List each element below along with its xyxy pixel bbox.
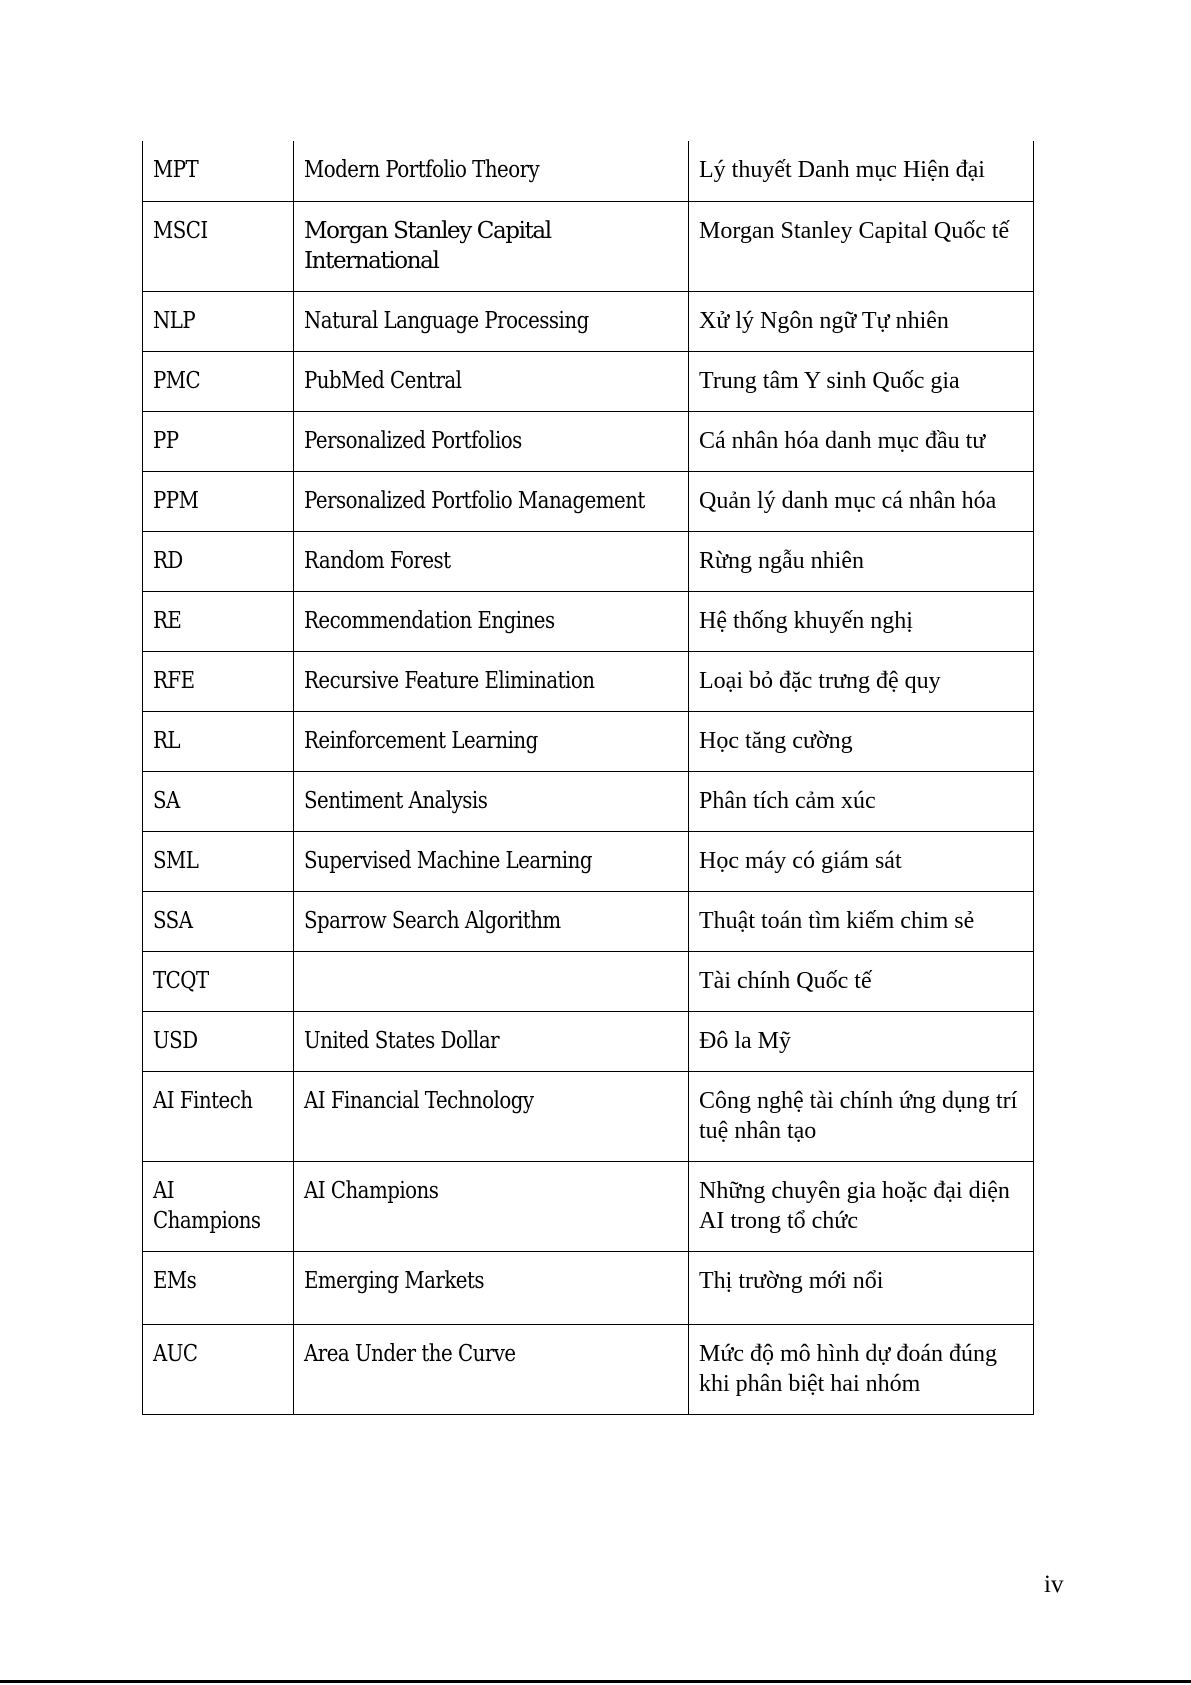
vietnamese-term-cell: Morgan Stanley Capital Quốc tế [689, 201, 1034, 291]
table-row [143, 591, 1034, 651]
vietnamese-term-cell: Công nghệ tài chính ứng dụng trí tuệ nhân tạo [689, 1071, 1034, 1161]
table-row [143, 951, 1034, 1011]
table-row [143, 891, 1034, 951]
abbreviation-cell: RFE [143, 651, 294, 711]
vietnamese-term-cell: Xử lý Ngôn ngữ Tự nhiên [689, 291, 1034, 351]
abbreviation-cell: RE [143, 591, 294, 651]
abbreviation-cell: SML [143, 831, 294, 891]
table-row [143, 291, 1034, 351]
abbreviation-cell: EMs [143, 1251, 294, 1324]
english-term-cell: Random Forest [294, 531, 689, 591]
vietnamese-term-cell: Rừng ngẫu nhiên [689, 531, 1034, 591]
abbreviation-cell: PPM [143, 471, 294, 531]
english-term-cell: Supervised Machine Learning [294, 831, 689, 891]
abbreviation-cell: AI Fintech [143, 1071, 294, 1161]
table-row [143, 531, 1034, 591]
english-term-cell: Personalized Portfolio Management [294, 471, 689, 531]
abbreviation-cell: USD [143, 1011, 294, 1071]
abbreviation-cell: MPT [143, 141, 294, 201]
english-term-cell: AI Financial Technology [294, 1071, 689, 1161]
table-row [143, 831, 1034, 891]
english-term-cell [294, 951, 689, 1011]
abbreviation-cell: PMC [143, 351, 294, 411]
table-row [143, 141, 1034, 201]
abbreviation-cell: SA [143, 771, 294, 831]
english-term-cell: Personalized Portfolios [294, 411, 689, 471]
vietnamese-term-cell: Những chuyên gia hoặc đại diện AI trong tổ chức [689, 1161, 1034, 1251]
abbreviation-cell: RL [143, 711, 294, 771]
english-term-cell: Recursive Feature Elimination [294, 651, 689, 711]
abbreviation-cell: AUC [143, 1324, 294, 1414]
table-row [143, 771, 1034, 831]
abbreviation-cell: AI Champions [143, 1161, 294, 1251]
vietnamese-term-cell: Học tăng cường [689, 711, 1034, 771]
table-row [143, 711, 1034, 771]
vietnamese-term-cell: Cá nhân hóa danh mục đầu tư [689, 411, 1034, 471]
english-term-cell: United States Dollar [294, 1011, 689, 1071]
english-term-cell: Sparrow Search Algorithm [294, 891, 689, 951]
vietnamese-term-cell: Quản lý danh mục cá nhân hóa [689, 471, 1034, 531]
vietnamese-term-cell: Phân tích cảm xúc [689, 771, 1034, 831]
vietnamese-term-cell: Lý thuyết Danh mục Hiện đại [689, 141, 1034, 201]
table-row [143, 201, 1034, 291]
english-term-cell: Morgan Stanley Capital International [294, 201, 689, 291]
vietnamese-term-cell: Đô la Mỹ [689, 1011, 1034, 1071]
table-row [143, 351, 1034, 411]
table-row [143, 1071, 1034, 1161]
abbreviation-table [142, 141, 1034, 1415]
vietnamese-term-cell: Thị trường mới nổi [689, 1251, 1034, 1324]
english-term-cell: Natural Language Processing [294, 291, 689, 351]
table-row [143, 1324, 1034, 1414]
page-number: iv [1044, 1571, 1064, 1598]
english-term-cell: Sentiment Analysis [294, 771, 689, 831]
english-term-cell: Reinforcement Learning [294, 711, 689, 771]
table-row [143, 1161, 1034, 1251]
english-term-cell: Recommendation Engines [294, 591, 689, 651]
table-row [143, 651, 1034, 711]
table-row [143, 1251, 1034, 1324]
english-term-cell: Modern Portfolio Theory [294, 141, 689, 201]
abbreviation-table-body [143, 141, 1034, 1414]
vietnamese-term-cell: Thuật toán tìm kiếm chim sẻ [689, 891, 1034, 951]
table-row [143, 411, 1034, 471]
vietnamese-term-cell: Học máy có giám sát [689, 831, 1034, 891]
vietnamese-term-cell: Mức độ mô hình dự đoán đúng khi phân biệt hai nhóm [689, 1324, 1034, 1414]
abbreviation-cell: SSA [143, 891, 294, 951]
english-term-cell: Emerging Markets [294, 1251, 689, 1324]
table-row [143, 471, 1034, 531]
abbreviation-cell: RD [143, 531, 294, 591]
vietnamese-term-cell: Loại bỏ đặc trưng đệ quy [689, 651, 1034, 711]
page-bottom-rule [0, 1680, 1191, 1683]
abbreviation-cell: TCQT [143, 951, 294, 1011]
vietnamese-term-cell: Hệ thống khuyến nghị [689, 591, 1034, 651]
vietnamese-term-cell: Tài chính Quốc tế [689, 951, 1034, 1011]
abbreviation-cell: MSCI [143, 201, 294, 291]
abbreviation-cell: NLP [143, 291, 294, 351]
vietnamese-term-cell: Trung tâm Y sinh Quốc gia [689, 351, 1034, 411]
english-term-cell: PubMed Central [294, 351, 689, 411]
english-term-cell: AI Champions [294, 1161, 689, 1251]
abbreviation-cell: PP [143, 411, 294, 471]
table-row [143, 1011, 1034, 1071]
english-term-cell: Area Under the Curve [294, 1324, 689, 1414]
